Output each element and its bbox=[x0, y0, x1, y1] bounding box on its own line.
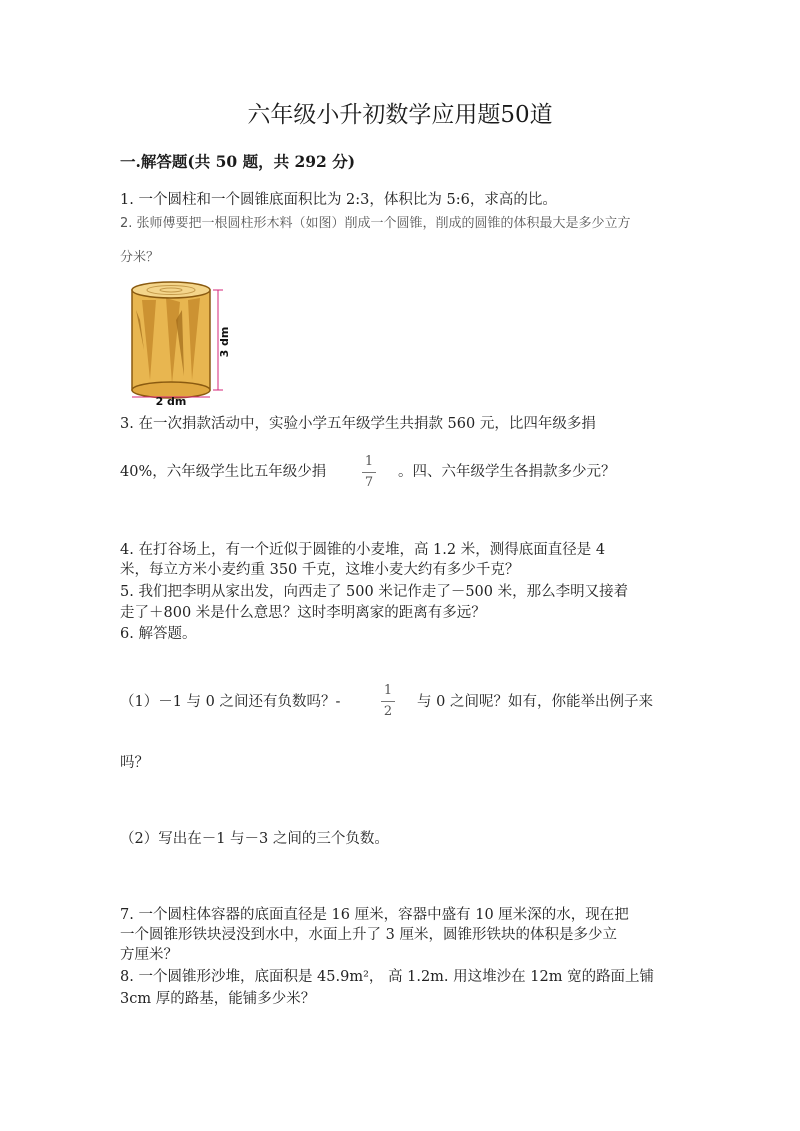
question-6-sub1-b: 与 0 之间呢？如有，你能举出例子来 bbox=[417, 694, 653, 710]
section-heading: 一.解答题(共 50 题，共 292 分) bbox=[120, 152, 356, 171]
question-2-line-1: 2. 张师傅要把一根圆柱形木料（如图）削成一个圆锥，削成的圆锥的体积最大是多少立方 bbox=[120, 216, 631, 231]
height-label: 3 dm bbox=[218, 326, 231, 358]
question-3-line-1: 3. 在一次捐款活动中，实验小学五年级学生共捐款 560 元，比四年级多捐 bbox=[120, 416, 596, 432]
question-5-line-1: 5. 我们把李明从家出发，向西走了 500 米记作走了－500 米，那么李明又接着 bbox=[120, 584, 629, 600]
question-6-sub1-a: （1）－1 与 0 之间还有负数吗？- bbox=[120, 694, 341, 710]
question-6-sub1-c: 吗？ bbox=[120, 755, 149, 771]
diameter-label: 2 dm bbox=[155, 395, 187, 406]
question-5-line-2: 走了＋800 米是什么意思？这时李明离家的距离有多远？ bbox=[120, 605, 486, 621]
fraction-one-half: 1 2 bbox=[381, 683, 395, 720]
question-1: 1. 一个圆柱和一个圆锥底面积比为 2:3，体积比为 5:6，求高的比。 bbox=[120, 192, 557, 208]
question-4-line-1: 4. 在打谷场上，有一个近似于圆锥的小麦堆，高 1.2 米，测得底面直径是 4 bbox=[120, 542, 606, 558]
question-8-line-1: 8. 一个圆锥形沙堆，底面积是 45.9m²， 高 1.2m. 用这堆沙在 12m 宽的路面上铺 bbox=[120, 969, 655, 985]
question-8-line-2: 3cm 厚的路基，能铺多少米？ bbox=[120, 991, 316, 1007]
question-2-line-2: 分米？ bbox=[120, 250, 160, 265]
question-3-line-2b: 。四、六年级学生各捐款多少元？ bbox=[398, 464, 616, 480]
question-3-line-2a: 40%，六年级学生比五年级少捐 bbox=[120, 464, 327, 480]
cylinder-log-image bbox=[120, 280, 238, 406]
question-7-line-3: 方厘米？ bbox=[120, 947, 178, 963]
question-4-line-2: 米，每立方米小麦约重 350 千克，这堆小麦大约有多少千克？ bbox=[120, 562, 520, 578]
fraction-one-seventh: 1 7 bbox=[362, 454, 376, 491]
question-6-sub2: （2）写出在－1 与－3 之间的三个负数。 bbox=[120, 831, 389, 847]
log-figure bbox=[120, 280, 238, 406]
question-7-line-1: 7. 一个圆柱体容器的底面直径是 16 厘米，容器中盛有 10 厘米深的水，现在把 bbox=[120, 907, 629, 923]
question-7-line-2: 一个圆锥形铁块浸没到水中，水面上升了 3 厘米，圆锥形铁块的体积是多少立 bbox=[120, 927, 617, 943]
question-6-heading: 6. 解答题。 bbox=[120, 626, 197, 642]
page-title: 六年级小升初数学应用题50道 bbox=[247, 102, 553, 128]
